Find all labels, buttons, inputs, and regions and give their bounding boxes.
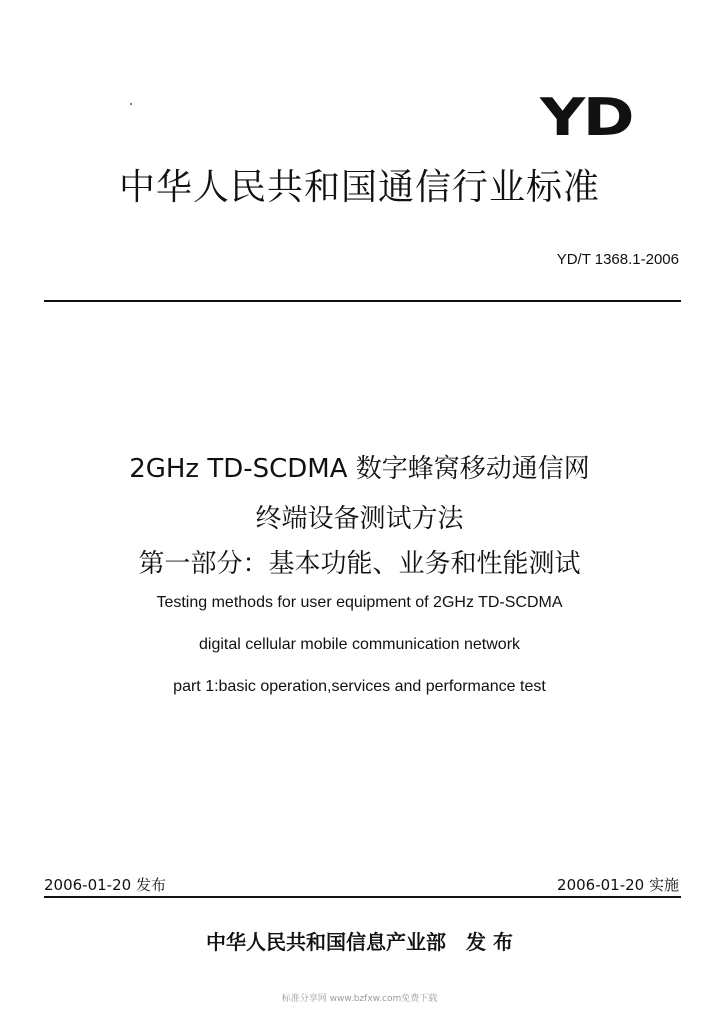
title-en-line-2: digital cellular mobile communication network bbox=[198, 636, 521, 653]
issue-date: 2006-01-20 发布 bbox=[44, 876, 166, 894]
scan-speck bbox=[130, 103, 132, 105]
footer-divider bbox=[44, 896, 681, 898]
watermark: 标准分享网 www.bzfxw.com免费下载 bbox=[281, 994, 438, 1004]
title-en-line-3: part 1:basic operation,services and performance test bbox=[173, 678, 546, 695]
standard-number: YD/T 1368.1-2006 bbox=[556, 251, 679, 268]
title-cn-line-3: 第一部分：基本功能、业务和性能测试 bbox=[138, 549, 581, 579]
publisher: 中华人民共和国信息产业部 发 布 bbox=[206, 930, 513, 954]
yd-logo: YD bbox=[540, 88, 633, 148]
title-en-line-1: Testing methods for user equipment of 2GHz TD-SCDMA bbox=[156, 594, 563, 611]
title-cn-line-2: 终端设备测试方法 bbox=[255, 504, 464, 534]
issuing-agency-title: 中华人民共和国通信行业标准 bbox=[118, 167, 600, 208]
header-divider bbox=[44, 300, 681, 302]
title-cn-line-1: 2GHz TD-SCDMA 数字蜂窝移动通信网 bbox=[129, 454, 590, 484]
implementation-date: 2006-01-20 实施 bbox=[557, 876, 679, 894]
